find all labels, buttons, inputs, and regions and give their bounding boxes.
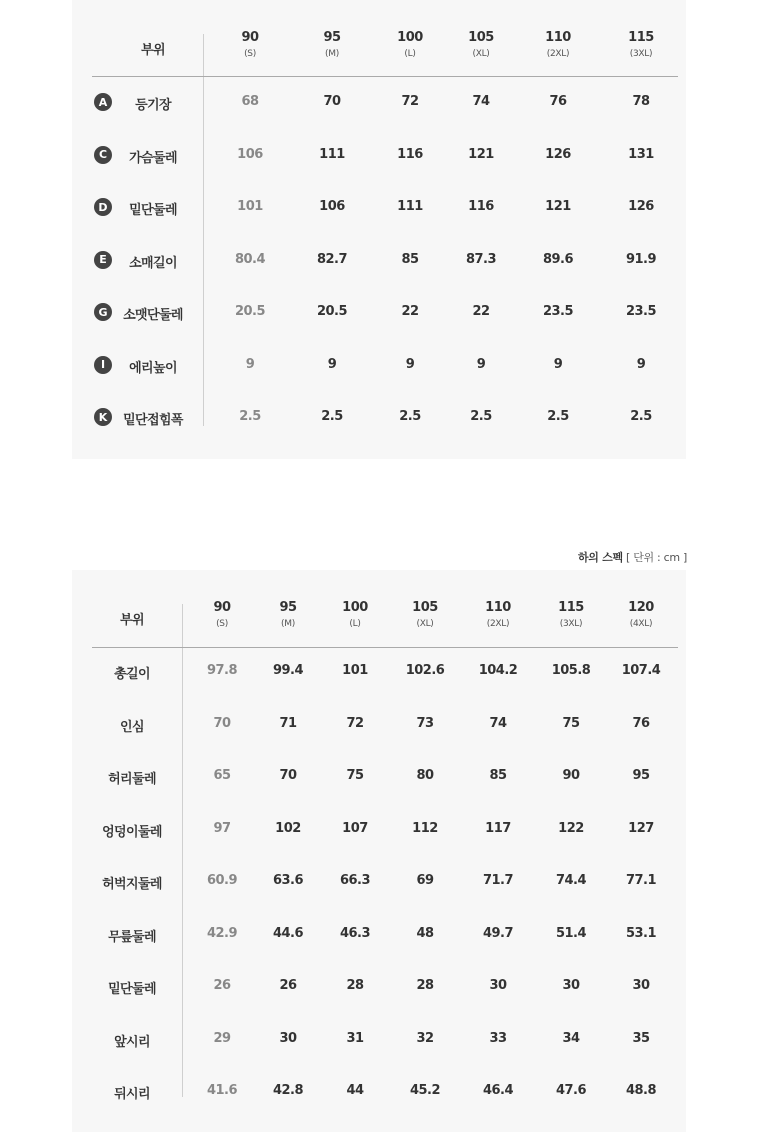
table-cell: 74.4 <box>555 873 587 888</box>
bottom-size-table <box>72 570 686 1132</box>
size-header-sub: (XL) <box>472 49 490 59</box>
table-cell: 80 <box>416 768 434 783</box>
table-cell: 46.3 <box>339 925 371 941</box>
size-header-num: 105 <box>468 30 494 45</box>
table-cell: 112 <box>412 820 438 836</box>
size-header-sub: (M) <box>281 619 295 629</box>
table-cell: 30 <box>632 978 650 993</box>
table-cell: 20.5 <box>316 304 348 319</box>
row-label: 등기장 <box>135 98 171 113</box>
table-cell: 91.9 <box>625 251 657 267</box>
row-label: 총길이 <box>114 667 150 682</box>
table-cell: 34 <box>562 1030 580 1046</box>
table-cell: 44.6 <box>272 925 304 941</box>
table-cell: 73 <box>416 715 434 731</box>
row-label: 에리높이 <box>129 360 177 376</box>
table-cell: 26 <box>213 978 231 993</box>
table-cell: 60.9 <box>206 873 238 888</box>
table-cell: 90 <box>562 768 580 783</box>
size-header-num: 120 <box>628 600 654 615</box>
table-cell: 87.3 <box>465 251 497 267</box>
table-cell: 42.8 <box>272 1083 304 1098</box>
badge-c-icon: C <box>94 146 112 164</box>
top-size-table <box>72 0 686 459</box>
table-cell: 51.4 <box>555 925 587 941</box>
table-cell: 44 <box>346 1083 364 1098</box>
size-header-sub: (3XL) <box>629 49 653 59</box>
table-cell: 77.1 <box>625 873 657 888</box>
row-label: 앞시리 <box>114 1034 150 1050</box>
row-label: 인심 <box>120 719 144 735</box>
table-cell: 46.4 <box>482 1083 514 1098</box>
row-label: 밑단접힘폭 <box>123 413 183 428</box>
table-cell: 70 <box>213 715 231 731</box>
table-cell: 99.4 <box>272 663 304 678</box>
table-cell: 9 <box>245 356 255 372</box>
table-cell: 74 <box>472 94 490 109</box>
table-cell: 107.4 <box>621 663 661 678</box>
table-cell: 72 <box>401 94 419 109</box>
table-cell: 30 <box>562 978 580 993</box>
table-cell: 2.5 <box>321 409 343 424</box>
table-cell: 121 <box>468 146 494 162</box>
header-label-part: 부위 <box>119 613 145 628</box>
size-header-num: 105 <box>412 600 438 615</box>
table-cell: 68 <box>241 94 259 109</box>
size-header-num: 95 <box>279 600 297 615</box>
header-divider <box>92 76 678 77</box>
size-header-sub: (2XL) <box>486 619 510 629</box>
table-cell: 101 <box>342 663 368 678</box>
table-cell: 9 <box>405 356 415 372</box>
column-separator <box>182 604 183 1097</box>
table-cell: 71.7 <box>482 873 514 888</box>
table-cell: 30 <box>489 978 507 993</box>
table-cell: 41.6 <box>206 1083 238 1098</box>
row-label: 밑단둘레 <box>129 203 177 218</box>
badge-d-icon: D <box>94 198 112 216</box>
table-cell: 80.4 <box>234 251 266 267</box>
table-cell: 75 <box>562 715 580 731</box>
table-cell: 127 <box>628 820 654 836</box>
table-cell: 70 <box>279 768 297 783</box>
table-cell: 116 <box>397 146 423 162</box>
table-cell: 104.2 <box>478 663 518 678</box>
size-header-num: 90 <box>213 600 231 615</box>
table-cell: 131 <box>628 146 654 162</box>
table-cell: 26 <box>279 978 297 993</box>
table-cell: 97.8 <box>206 663 238 678</box>
table-cell: 75 <box>346 768 364 783</box>
header-label-part: 부위 <box>140 43 166 58</box>
table-cell: 107 <box>342 820 368 836</box>
column-separator <box>203 34 204 426</box>
table-cell: 97 <box>213 820 231 836</box>
table-cell: 85 <box>489 768 507 783</box>
size-header-num: 100 <box>397 30 423 45</box>
table-cell: 102 <box>275 820 301 836</box>
size-header-num: 95 <box>323 30 341 45</box>
table-cell: 105.8 <box>551 663 591 678</box>
size-header-num: 90 <box>241 30 259 45</box>
table-cell: 101 <box>237 199 263 214</box>
badge-i-icon: I <box>94 356 112 374</box>
row-label: 소매길이 <box>129 255 177 271</box>
size-header-sub: (3XL) <box>559 619 583 629</box>
table-cell: 70 <box>323 94 341 109</box>
table-cell: 106 <box>319 199 345 214</box>
row-label: 소맷단둘레 <box>123 308 183 323</box>
size-header-sub: (2XL) <box>546 49 570 59</box>
badge-g-icon: G <box>94 303 112 321</box>
table-cell: 116 <box>468 199 494 214</box>
table-cell: 28 <box>346 978 364 993</box>
row-label: 가슴둘레 <box>129 150 177 166</box>
size-header-sub: (XL) <box>416 619 434 629</box>
size-header-sub: (L) <box>404 49 416 59</box>
table-cell: 66.3 <box>339 873 371 888</box>
table-cell: 76 <box>632 715 650 731</box>
size-header-num: 100 <box>342 600 368 615</box>
table-cell: 2.5 <box>399 409 421 424</box>
table-cell: 20.5 <box>234 304 266 319</box>
table-cell: 89.6 <box>542 251 574 267</box>
row-label: 허벅지둘레 <box>102 877 162 892</box>
table-cell: 78 <box>632 94 650 109</box>
bottom-spec-title-text: 하의 스펙 <box>577 551 623 564</box>
size-header-num: 115 <box>558 600 584 615</box>
badge-k-icon: K <box>94 408 112 426</box>
table-cell: 117 <box>485 820 511 836</box>
table-cell: 48 <box>416 925 434 941</box>
table-cell: 2.5 <box>470 409 492 424</box>
size-header-sub: (M) <box>325 49 339 59</box>
table-cell: 71 <box>279 715 297 731</box>
table-cell: 2.5 <box>239 409 261 424</box>
table-cell: 9 <box>327 356 337 372</box>
table-cell: 31 <box>346 1030 364 1046</box>
table-cell: 48.8 <box>625 1083 657 1098</box>
row-label: 밑단둘레 <box>108 982 156 997</box>
table-cell: 22 <box>472 304 490 319</box>
table-cell: 45.2 <box>409 1083 441 1098</box>
table-cell: 69 <box>416 873 434 888</box>
table-cell: 35 <box>632 1030 650 1046</box>
table-cell: 76 <box>549 94 567 109</box>
table-cell: 9 <box>553 356 563 372</box>
size-header-num: 115 <box>628 30 654 45</box>
table-cell: 2.5 <box>630 409 652 424</box>
table-cell: 23.5 <box>625 304 657 319</box>
row-label: 무릎둘레 <box>108 929 156 945</box>
size-header-num: 110 <box>545 30 571 45</box>
bottom-spec-title <box>578 549 687 565</box>
table-cell: 9 <box>476 356 486 372</box>
badge-a-icon: A <box>94 93 112 111</box>
table-cell: 30 <box>279 1030 297 1046</box>
size-header-sub: (L) <box>349 619 361 629</box>
row-label: 엉덩이둘레 <box>102 824 162 840</box>
size-header-num: 110 <box>485 600 511 615</box>
table-cell: 49.7 <box>482 925 514 941</box>
row-label: 뒤시리 <box>114 1087 150 1102</box>
bottom-spec-unit: [ 단위 : cm ] <box>626 551 687 564</box>
table-cell: 23.5 <box>542 304 574 319</box>
size-header-sub: (S) <box>244 49 256 59</box>
table-cell: 85 <box>401 251 419 267</box>
table-cell: 33 <box>489 1030 507 1046</box>
table-cell: 121 <box>545 199 571 214</box>
row-label: 허리둘레 <box>108 772 156 787</box>
table-cell: 65 <box>213 768 231 783</box>
table-cell: 32 <box>416 1030 434 1046</box>
table-cell: 53.1 <box>625 925 657 941</box>
table-cell: 63.6 <box>272 873 304 888</box>
table-cell: 82.7 <box>316 251 348 267</box>
table-cell: 122 <box>558 820 584 836</box>
table-cell: 74 <box>489 715 507 731</box>
table-cell: 9 <box>636 356 646 372</box>
header-divider <box>92 647 678 648</box>
size-header-sub: (S) <box>216 619 228 629</box>
table-cell: 22 <box>401 304 419 319</box>
table-cell: 2.5 <box>547 409 569 424</box>
table-cell: 29 <box>213 1030 231 1046</box>
table-cell: 47.6 <box>555 1083 587 1098</box>
table-cell: 126 <box>628 199 654 214</box>
badge-e-icon: E <box>94 251 112 269</box>
table-cell: 72 <box>346 715 364 731</box>
table-cell: 28 <box>416 978 434 993</box>
table-cell: 95 <box>632 768 650 783</box>
size-header-sub: (4XL) <box>629 619 653 629</box>
table-cell: 126 <box>545 146 571 162</box>
table-cell: 42.9 <box>206 925 238 941</box>
table-cell: 111 <box>319 146 345 162</box>
table-cell: 106 <box>237 146 263 162</box>
table-cell: 102.6 <box>405 663 445 678</box>
table-cell: 111 <box>397 199 423 214</box>
